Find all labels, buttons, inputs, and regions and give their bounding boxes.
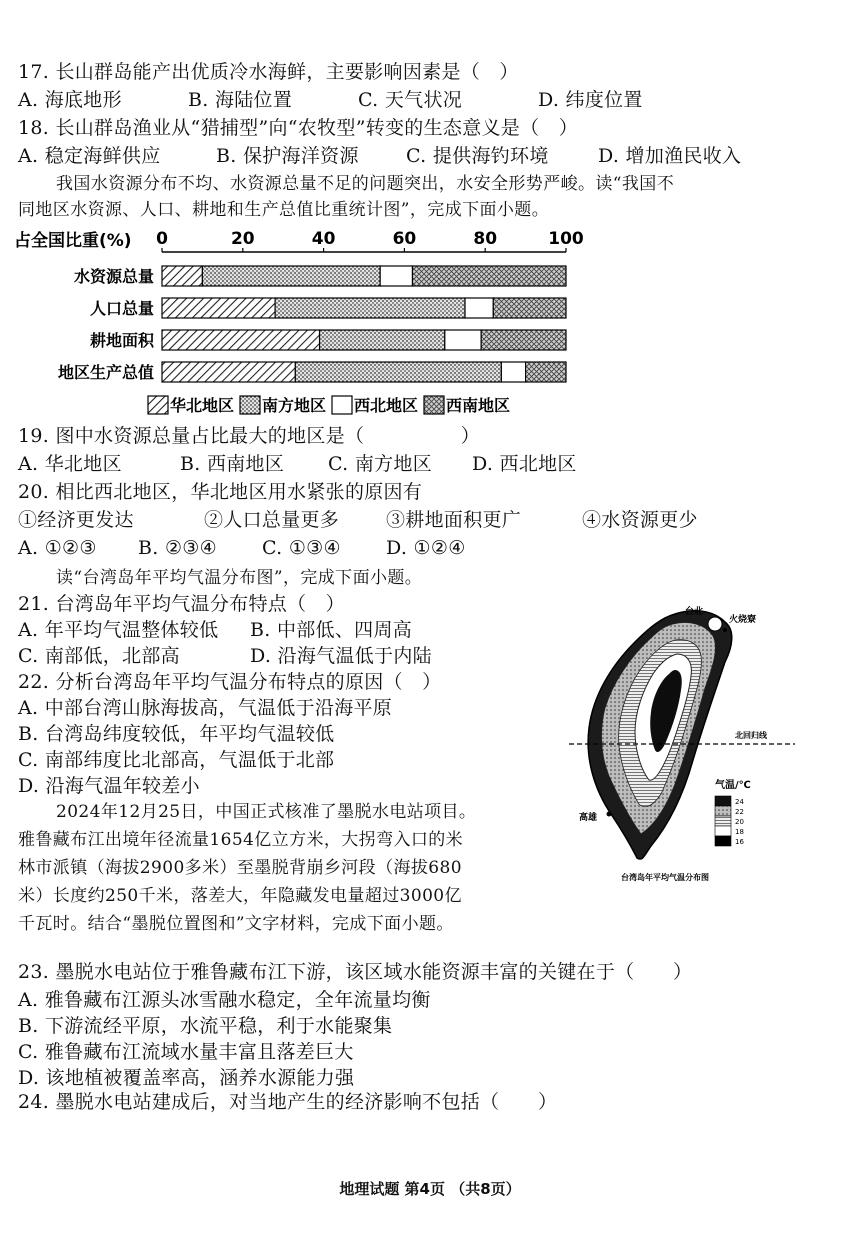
- q17-stem: 17. 长山群岛能产出优质冷水海鲜，主要影响因素是（ ）: [18, 61, 519, 83]
- bar-segment: [380, 266, 412, 286]
- x-tick-label: 60: [392, 229, 417, 249]
- q17-option-b: B. 海陆位置: [188, 89, 293, 111]
- q22-option-a: A. 中部台湾山脉海拔高，气温低于沿海平原: [18, 697, 393, 719]
- q21-option-b: B. 中部低、四周高: [250, 619, 413, 641]
- stacked-bar-chart: [14, 224, 634, 424]
- q24-stem: 24. 墨脱水电站建成后，对当地产生的经济影响不包括（ ）: [18, 1091, 558, 1113]
- q17-option-c: C. 天气状况: [358, 89, 463, 111]
- q20-option-c: C. ①③④: [262, 537, 341, 559]
- intro2: 读“台湾岛年平均气温分布图”，完成下面小题。: [56, 568, 423, 588]
- bar-segment: [526, 362, 566, 382]
- legend-swatch: [240, 396, 260, 414]
- q22-option-b: B. 台湾岛纬度较低，年平均气温较低: [18, 723, 335, 745]
- intro1-line2: 同地区水资源、人口、耕地和生产总值比重统计图”，完成下面小题。: [18, 200, 550, 220]
- huoshaoliao-marker: [723, 628, 727, 632]
- taiwan-temperature-map: [565, 600, 800, 890]
- x-tick-label: 20: [230, 229, 255, 249]
- q19-stem: 19. 图中水资源总量占比最大的地区是（ ）: [18, 425, 481, 447]
- category-label: 人口总量: [89, 299, 154, 318]
- label-huoshaoliao: 火烧寮: [729, 615, 757, 625]
- x-tick-label: 0: [156, 229, 168, 249]
- legend-value-22: 22: [735, 808, 744, 816]
- legend-swatch-16: [715, 836, 731, 846]
- q21-stem: 21. 台湾岛年平均气温分布特点（ ）: [18, 593, 345, 615]
- x-tick-label: 80: [473, 229, 498, 249]
- q20-item-3: ③耕地面积更广: [386, 509, 522, 531]
- q18-stem: 18. 长山群岛渔业从“猎捕型”向“农牧型”转变的生态意义是（ ）: [18, 117, 579, 139]
- label-tropic: 北回归线: [735, 731, 767, 740]
- legend-label: 西北地区: [354, 396, 419, 415]
- legend-label: 华北地区: [170, 396, 235, 415]
- category-label: 耕地面积: [89, 331, 154, 350]
- bar-segment: [295, 362, 501, 382]
- q20-item-1: ①经济更发达: [18, 509, 134, 531]
- legend-swatch-24: [715, 796, 731, 806]
- legend-swatch-20: [715, 816, 731, 826]
- bar-segment: [162, 298, 275, 318]
- q20-options: [18, 536, 466, 560]
- q23-option-c: C. 雅鲁藏布江流域水量丰富且落差巨大: [18, 1041, 354, 1063]
- kaohsiung-marker: [607, 812, 612, 817]
- legend-swatch-22: [715, 806, 731, 816]
- bar-segment: [481, 330, 566, 350]
- q17-option-d: D. 纬度位置: [538, 89, 643, 111]
- q19-option-c: C. 南方地区: [328, 453, 433, 475]
- legend-swatch-18: [715, 826, 731, 836]
- intro3-line3: 林市派镇（海拔2900多米）至墨脱背崩乡河段（海拔680: [18, 858, 462, 878]
- bar-segment: [501, 362, 525, 382]
- q20-stem: 20. 相比西北地区，华北地区用水紧张的原因有: [18, 481, 423, 503]
- legend-label: 西南地区: [446, 396, 511, 415]
- q21-options-row2: [18, 644, 432, 668]
- q19-option-b: B. 西南地区: [180, 453, 285, 475]
- legend-value-24: 24: [735, 798, 744, 806]
- bar-segment: [162, 362, 295, 382]
- q21-options-row1: [18, 618, 412, 642]
- bar-segment: [320, 330, 445, 350]
- legend-title: 气温/℃: [715, 780, 751, 791]
- intro3-line2: 雅鲁藏布江出境年径流量1654亿立方米，大拐弯入口的米: [18, 830, 464, 850]
- q18-option-d: D. 增加渔民收入: [598, 145, 742, 167]
- legend-swatch: [332, 396, 352, 414]
- bar-segment: [202, 266, 380, 286]
- category-label: 地区生产总值: [57, 363, 154, 382]
- bar-segment: [275, 298, 465, 318]
- intro1-line1: 我国水资源分布不均、水资源总量不足的问题突出，水安全形势严峻。读“我国不: [56, 174, 675, 194]
- q22-option-c: C. 南部纬度比北部高，气温低于北部: [18, 749, 335, 771]
- legend-value-20: 20: [735, 818, 744, 826]
- x-tick-label: 100: [548, 229, 584, 249]
- chart-svg: [14, 224, 634, 424]
- taiwan-map-svg: [565, 600, 800, 890]
- q18-option-c: C. 提供海钓环境: [406, 145, 549, 167]
- q22-stem: 22. 分析台湾岛年平均气温分布特点的原因（ ）: [18, 671, 442, 693]
- taipei-marker: [708, 617, 722, 631]
- legend-swatch: [148, 396, 168, 414]
- q18-option-b: B. 保护海洋资源: [216, 145, 359, 167]
- legend-value-16: 16: [735, 838, 744, 846]
- q17-options: [18, 88, 643, 112]
- q20-option-b: B. ②③④: [138, 537, 217, 559]
- q23-option-a: A. 雅鲁藏布江源头冰雪融水稳定，全年流量均衡: [18, 989, 431, 1011]
- intro3-line5: 千瓦时。结合“墨脱位置图和”文字材料，完成下面小题。: [18, 914, 454, 934]
- legend-swatch: [424, 396, 444, 414]
- q21-option-d: D. 沿海气温低于内陆: [250, 645, 432, 667]
- q23-option-d: D. 该地植被覆盖率高，涵养水源能力强: [18, 1067, 355, 1089]
- q21-option-a: A. 年平均气温整体较低: [18, 619, 219, 641]
- map-caption: 台湾岛年平均气温分布图: [621, 873, 709, 882]
- q17-option-a: A. 海底地形: [18, 89, 122, 111]
- bar-segment: [162, 266, 202, 286]
- q18-options: [18, 144, 741, 168]
- q20-item-4: ④水资源更少: [582, 509, 698, 531]
- intro3-line4: 米）长度约250千米，落差大，年隐藏发电量超过3000亿: [18, 886, 462, 906]
- bar-segment: [465, 298, 493, 318]
- intro3-line1: 2024年12月25日，中国正式核准了墨脱水电站项目。: [56, 802, 477, 822]
- q20-items: [18, 508, 698, 532]
- bar-segment: [412, 266, 566, 286]
- x-tick-label: 40: [311, 229, 336, 249]
- q19-options: [18, 452, 577, 476]
- label-taipei: 台北: [685, 607, 704, 617]
- q20-option-d: D. ①②④: [386, 537, 466, 559]
- label-kaohsiung: 高雄: [579, 813, 598, 823]
- q23-option-b: B. 下游流经平原，水流平稳，利于水能聚集: [18, 1015, 393, 1037]
- bar-segment: [162, 330, 320, 350]
- legend-value-18: 18: [735, 828, 744, 836]
- bar-segment: [493, 298, 566, 318]
- page-footer: 地理试题 第4页 （共8页）: [339, 1180, 521, 1198]
- q20-option-a: A. ①②③: [18, 537, 97, 559]
- q19-option-a: A. 华北地区: [18, 453, 122, 475]
- category-label: 水资源总量: [73, 267, 154, 286]
- q22-option-d: D. 沿海气温年较差小: [18, 775, 200, 797]
- q21-option-c: C. 南部低，北部高: [18, 645, 180, 667]
- bar-segment: [445, 330, 481, 350]
- q23-stem: 23. 墨脱水电站位于雅鲁藏布江下游，该区域水能资源丰富的关键在于（ ）: [18, 961, 693, 983]
- q20-item-2: ②人口总量更多: [204, 509, 340, 531]
- q19-option-d: D. 西北地区: [472, 453, 577, 475]
- legend-label: 南方地区: [262, 396, 327, 415]
- axis-label: 占全国比重(%): [14, 231, 132, 251]
- q18-option-a: A. 稳定海鲜供应: [18, 145, 161, 167]
